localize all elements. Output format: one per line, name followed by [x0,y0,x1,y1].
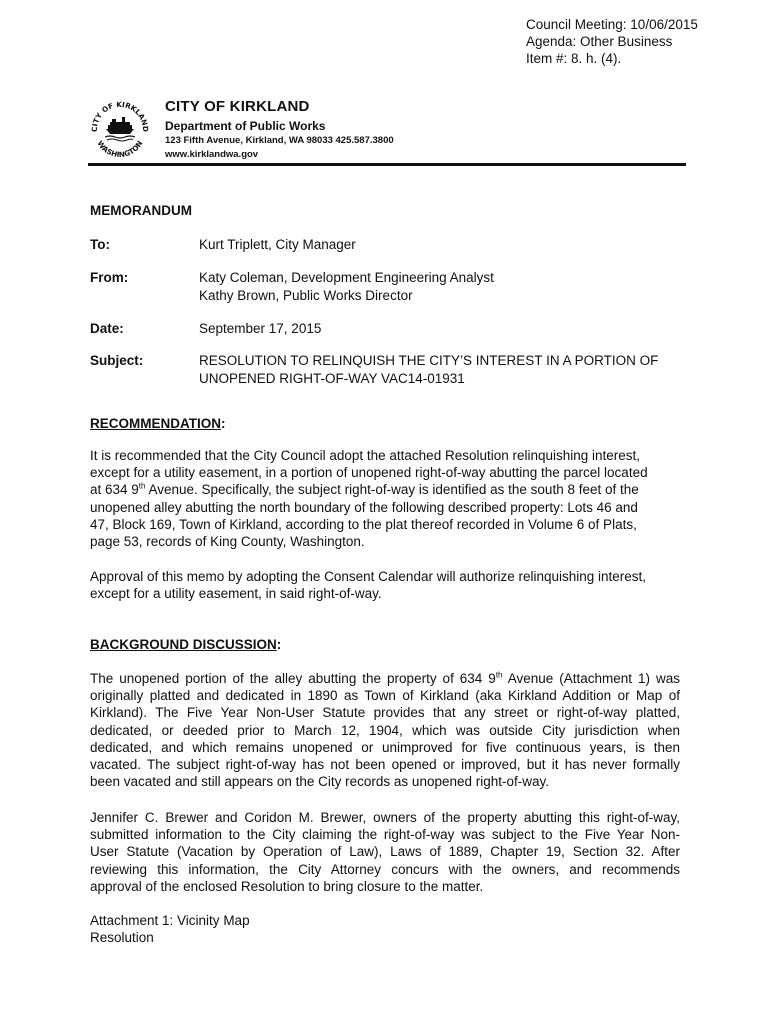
date-label: Date: [90,321,124,336]
ordinal-suffix: th [138,481,146,491]
line-text: Avenue. Specifically, the subject right-of-way is identified as the south 8 feet of the [145,482,639,498]
paragraph-line: except for a utility easement, in a portion of unopened right-of-way abutting the parcel located [90,465,648,481]
paragraph-line: User Statute (Vacation by Operation of Law), Laws of 1889, Chapter 19, Section 32. After [90,844,680,860]
background-heading [90,636,281,653]
line-text: Avenue (Attachment 1) was [502,671,680,686]
paragraph-line: vacated. The subject right-of-way has not been opened or improved, but it has never formally [90,757,680,773]
background-paragraph-2 [90,809,680,895]
background-paragraph-1 [90,670,680,790]
paragraph-line: reviewing this information, the City Attorney concurs with the owners, and recommends [90,861,680,877]
from-sender-1: Katy Coleman, Development Engineering Analyst [199,270,494,285]
background-heading-text: BACKGROUND DISCUSSION [90,637,277,652]
approval-paragraph [90,568,680,602]
department-address: 123 Fifth Avenue, Kirkland, WA 98033 425.587.3800 [165,135,394,146]
paragraph-line: Jennifer C. Brewer and Coridon M. Brewer, owners of the property abutting this right-of-way, [90,810,680,825]
meeting-item: Item #: 8. h. (4). [526,51,622,66]
heading-colon: : [276,637,282,652]
letterhead [165,98,394,162]
ordinal-suffix: th [495,670,503,680]
line-text: The unopened portion of the alley abutting the property of 634 9 [90,671,496,686]
subject-line: RESOLUTION TO RELINQUISH THE CITY’S INTEREST IN A PORTION OF [199,353,659,368]
memo-title: MEMORANDUM [90,203,192,218]
from-sender-2: Kathy Brown, Public Works Director [199,288,413,303]
ferry-icon [105,117,135,141]
attachment-item: Attachment 1: Vicinity Map [90,913,250,928]
seal-bottom-text: WASHINGTON [95,138,145,160]
from-value [199,269,494,305]
recommendation-heading [90,415,226,432]
to-value [199,236,356,254]
paragraph-line: submitted information to the City claiming the right-of-way was subject to the Five Year Non- [90,827,680,843]
paragraph-line: dedicated, and which remains unopened or unimproved for five continuous years, is then [90,739,680,755]
paragraph-line: approval of the enclosed Resolution to bring closure to the matter. [90,878,484,894]
paragraph-line: originally platted and dedicated in 1890 as Town of Kirkland (aka Kirkland Addition or Map of [90,688,680,704]
svg-text:WASHINGTON [96,139,145,159]
date-value [199,320,321,338]
department-website: www.kirklandwa.gov [165,149,259,160]
seal-top-text: CITY OF KIRKLAND [89,99,151,133]
header-divider [88,163,686,166]
paragraph-line: Approval of this memo by adopting the Consent Calendar will authorize relinquishing interest, [90,569,647,584]
city-name: CITY OF KIRKLAND [165,98,310,115]
paragraph-line: Kirkland). The Five Year Non-User Statute provides that any street or right-of-way platted, [90,705,680,721]
to-recipient: Kurt Triplett, City Manager [199,237,356,252]
subject-label: Subject: [90,353,144,368]
memo-date: September 17, 2015 [199,321,322,336]
from-label: From: [90,270,129,285]
meeting-info [526,16,698,67]
recommendation-heading-text: RECOMMENDATION [90,416,221,431]
department-name: Department of Public Works [165,119,326,133]
subject-line: UNOPENED RIGHT-OF-WAY VAC14-01931 [199,371,465,386]
heading-colon: : [221,416,226,431]
paragraph-line: been vacated and still appears on the City records as unopened right-of-way. [90,774,550,790]
attachment-item: Resolution [90,930,154,946]
city-seal-logo [88,98,152,162]
paragraph-line: except for a utility easement, in said right-of-way. [90,586,382,602]
meeting-date: Council Meeting: 10/06/2015 [526,17,698,32]
paragraph-line [90,670,680,687]
meeting-agenda: Agenda: Other Business [526,34,673,49]
paragraph-line [90,481,680,498]
paragraph-line: It is recommended that the City Council adopt the attached Resolution relinquishing interest, [90,448,641,463]
line-text: at 634 9 [90,482,139,498]
attachments-list [90,912,680,946]
paragraph-line: unopened alley abutting the north boundary of the following described property: Lots 46 and [90,499,638,515]
recommendation-paragraph [90,447,680,550]
paragraph-line: page 53, records of King County, Washington. [90,534,365,550]
to-label: To: [90,237,110,252]
paragraph-line: 47, Block 169, Town of Kirkland, according to the plat thereof recorded in Volume 6 of Plats, [90,516,637,532]
subject-value [199,352,658,388]
paragraph-line: dedicated, or deeded prior to March 12, 1904, which was outside City jurisdiction when [90,722,680,738]
